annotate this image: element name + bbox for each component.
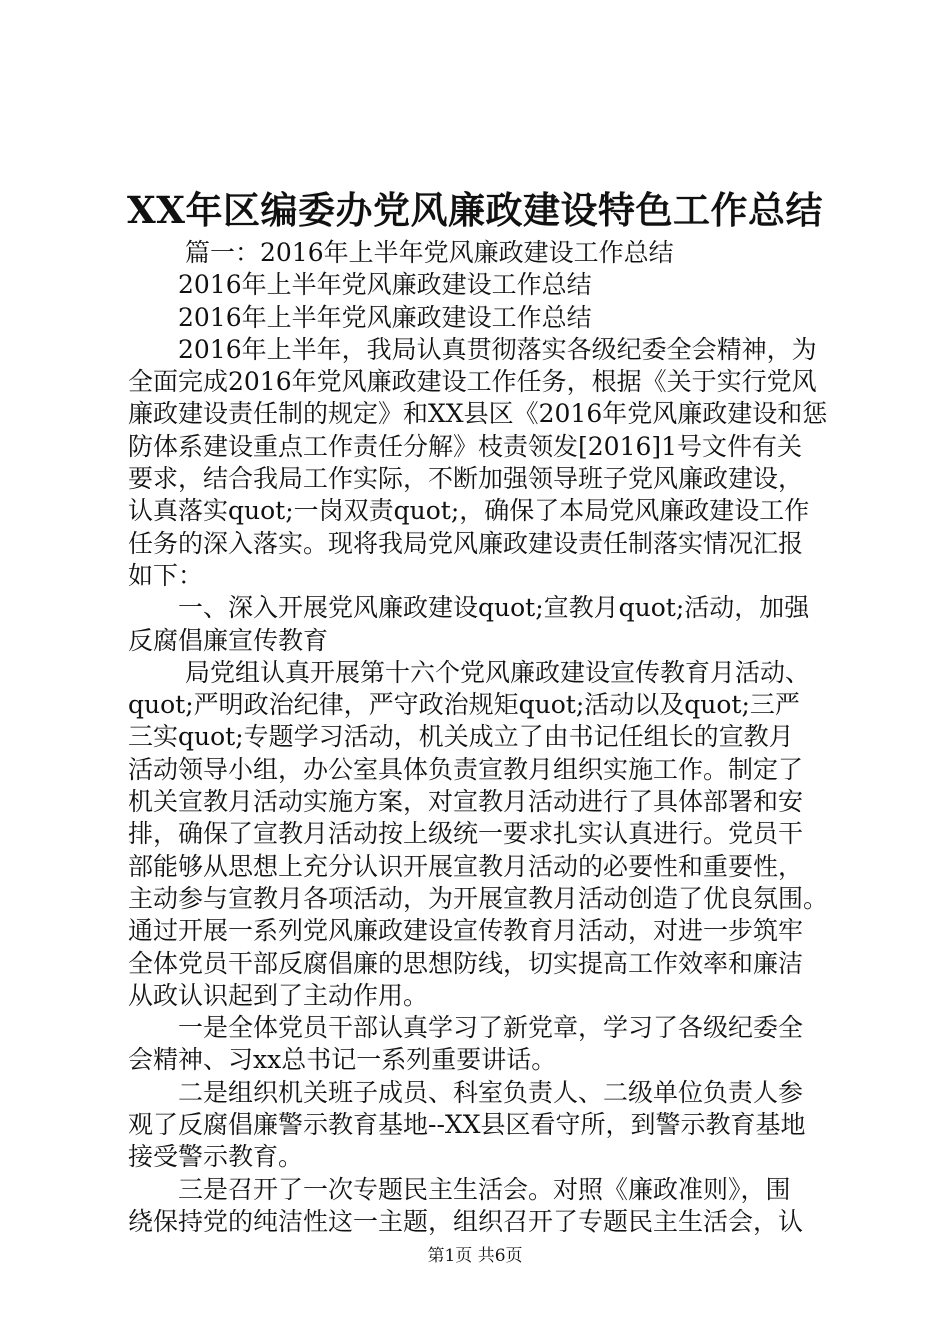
page-indicator: 第1页 共6页 [427, 1246, 523, 1266]
section-heading-line: 反腐倡廉宣传教育 [128, 625, 329, 655]
text-line: 防体系建设重点工作责任分解》枝责领发[2016]1号文件有关 [128, 431, 803, 461]
document-title: XX年区编委办党风廉政建设特色工作总结 [127, 188, 823, 232]
text-line: 会精神、习xx总书记一系列重要讲话。 [128, 1045, 557, 1075]
text-line: 认真落实quot;一岗双责quot;，确保了本局党风廉政建设工作 [128, 496, 810, 526]
text-line: 主动参与宣教月各项活动，为开展宣教月活动创造了优良氛围。 [128, 883, 829, 913]
text-line: 机关宣教月活动实施方案，对宣教月活动进行了具体部署和安 [128, 787, 804, 817]
text-line: 全面完成2016年党风廉政建设工作任务，根据《关于实行党风 [128, 367, 817, 397]
text-line: 廉政建设责任制的规定》和XX县区《2016年党风廉政建设和惩 [128, 399, 828, 429]
text-line: quot;严明政治纪律，严守政治规矩quot;活动以及quot;三严 [128, 690, 800, 720]
text-line: 二是组织机关班子成员、科室负责人、二级单位负责人参 [178, 1077, 804, 1107]
text-line: 三实quot;专题学习活动，机关成立了由书记任组长的宣教月 [128, 722, 794, 752]
text-line: 篇一：2016年上半年党风廉政建设工作总结 [185, 238, 674, 267]
text-line: 观了反腐倡廉警示教育基地--XX县区看守所，到警示教育基地 [128, 1110, 806, 1140]
text-line: 接受警示教育。 [128, 1142, 304, 1172]
section-heading-line: 一、深入开展党风廉政建设quot;宣教月quot;活动，加强 [178, 593, 810, 623]
text-line: 2016年上半年党风廉政建设工作总结 [178, 270, 592, 300]
text-line: 排，确保了宣教月活动按上级统一要求扎实认真进行。党员干 [128, 819, 804, 849]
text-line: 绕保持党的纯洁性这一主题，组织召开了专题民主生活会，认 [128, 1206, 804, 1236]
text-line: 全体党员干部反腐倡廉的思想防线，切实提高工作效率和廉洁 [128, 948, 804, 978]
text-line: 部能够从思想上充分认识开展宣教月活动的必要性和重要性， [128, 851, 804, 881]
text-line: 2016年上半年党风廉政建设工作总结 [178, 302, 592, 332]
text-line: 局党组认真开展第十六个党风廉政建设宣传教育月活动、 [185, 657, 811, 687]
text-line: 通过开展一系列党风廉政建设宣传教育月活动，对进一步筑牢 [128, 916, 804, 946]
text-line: 如下： [128, 560, 204, 590]
text-line: 活动领导小组，办公室具体负责宣教月组织实施工作。制定了 [128, 754, 804, 784]
document-body [128, 237, 838, 1238]
text-line: 三是召开了一次专题民主生活会。对照《廉政准则》，围 [178, 1174, 791, 1204]
text-line: 任务的深入落实。现将我局党风廉政建设责任制落实情况汇报 [128, 528, 804, 558]
text-line: 从政认识起到了主动作用。 [128, 980, 429, 1010]
text-line: 2016年上半年，我局认真贯彻落实各级纪委全会精神，为 [178, 334, 817, 364]
text-line: 要求，结合我局工作实际，不断加强领导班子党风廉政建设， [128, 464, 804, 494]
text-line: 一是全体党员干部认真学习了新党章，学习了各级纪委全 [178, 1013, 804, 1043]
